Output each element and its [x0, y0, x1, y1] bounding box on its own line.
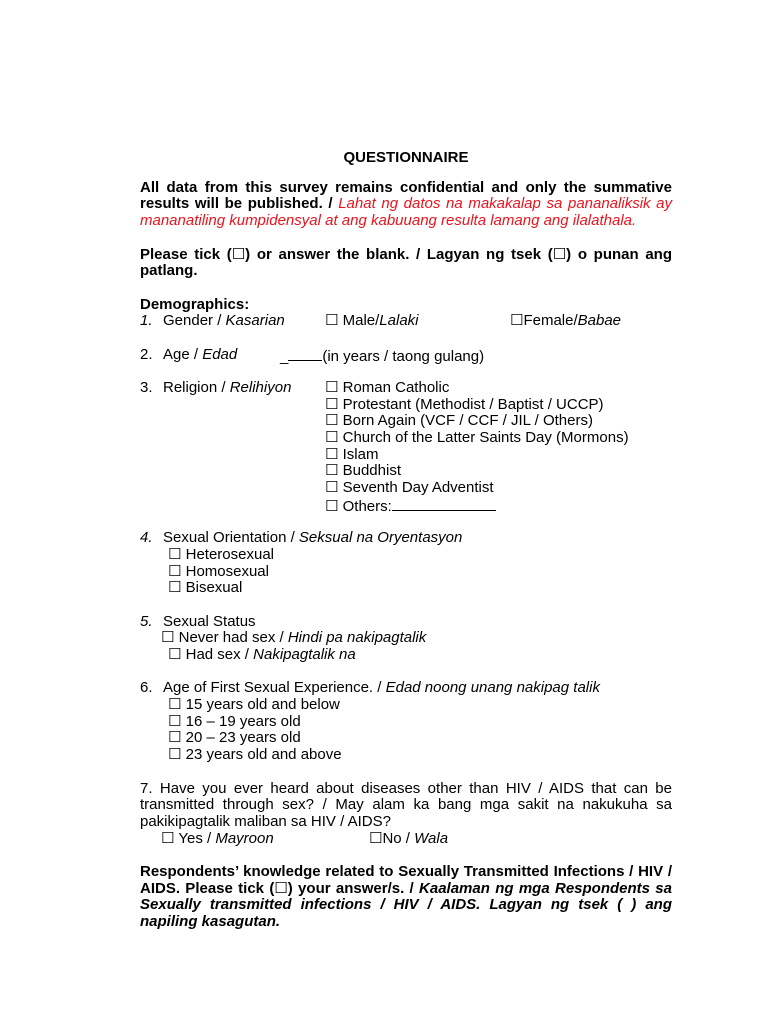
question-age	[140, 347, 672, 364]
religion-option[interactable]: ☐ Church of the Latter Saints Day (Mormons)	[325, 429, 629, 447]
question-label: Sexual Orientation / Seksual na Oryentasyon	[163, 529, 463, 547]
page-title: QUESTIONNAIRE	[343, 149, 469, 166]
question-sexual-status	[140, 614, 672, 631]
gender-male-option[interactable]: ☐ Male/Lalaki	[325, 312, 419, 330]
orientation-option[interactable]: ☐ Homosexual	[168, 562, 269, 580]
q7-no-option[interactable]: ☐No / Wala	[369, 829, 449, 847]
confidentiality-notice	[140, 180, 672, 230]
question-number: 1.	[140, 312, 153, 330]
status-never-option[interactable]: ☐ Never had sex / Hindi pa nakipagtalik	[161, 629, 427, 647]
religion-option[interactable]: ☐ Roman Catholic	[325, 379, 450, 397]
gender-female-option[interactable]: ☐Female/Babae	[510, 312, 622, 330]
orientation-option[interactable]: ☐ Heterosexual	[168, 545, 274, 563]
question-sexual-orientation	[140, 530, 672, 547]
question-first-experience	[140, 680, 672, 697]
instruction-text: Please tick (☐) or answer the blank. / Lagyan ng tsek (☐) o punan ang patlang.	[140, 245, 672, 280]
question-number: 3.	[140, 379, 153, 397]
religion-option[interactable]: ☐ Born Again (VCF / CCF / JIL / Others)	[325, 412, 593, 430]
demographics-heading: Demographics:	[140, 295, 250, 313]
religion-option[interactable]: ☐ Protestant (Methodist / Baptist / UCCP)	[325, 395, 604, 413]
question-religion	[140, 380, 672, 397]
confidentiality-tagalog: Lahat ng datos na makakalap sa pananaliksik ay mananatiling kumpidensyal at ang kabuuang resulta lamang ang ilalathala.	[140, 195, 672, 230]
question-number: 4.	[140, 529, 153, 547]
q7-options	[140, 831, 672, 848]
question-label: Religion / Relihiyon	[163, 379, 292, 397]
religion-option[interactable]: ☐ Islam	[325, 445, 379, 463]
age-range-option[interactable]: ☐ 16 – 19 years old	[168, 712, 301, 730]
orientation-option[interactable]: ☐ Bisexual	[168, 579, 243, 597]
age-blank[interactable]: _ (in years / taong gulang)	[280, 347, 485, 365]
question-other-diseases: 7. Have you ever heard about diseases other than HIV / AIDS that can be transmitted through sex? / May alam ka bang mga sakit na nakukuha sa pakikipagtalik maliban sa HIV / AIDS?	[140, 779, 672, 830]
religion-others-option[interactable]: ☐ Others:	[325, 497, 496, 516]
religion-option[interactable]: ☐ Buddhist	[325, 462, 401, 480]
question-number: 2.	[140, 345, 153, 363]
question-label: Age / Edad	[163, 345, 238, 363]
questionnaire-page	[140, 150, 672, 931]
question-label: Gender / Kasarian	[163, 312, 285, 330]
question-label: Sexual Status	[163, 612, 256, 630]
q7-yes-option[interactable]: ☐ Yes / Mayroon	[161, 829, 274, 847]
confidentiality-english: All data from this survey remains confidential and only the summative results will be published. /	[140, 178, 672, 213]
question-number: 5.	[140, 612, 153, 630]
age-range-option[interactable]: ☐ 23 years old and above	[168, 746, 342, 764]
knowledge-section-heading: Respondents’ knowledge related to Sexually Transmitted Infections / HIV / AIDS. Please tick (☐) your answer/s. / Kaalaman ng mga Respondents sa Sexually transmitted infections / HIV / AIDS. Lagyan ng tsek ( ) ang napiling kasagutan.	[140, 863, 672, 931]
question-number: 6.	[140, 679, 153, 697]
status-had-sex-option[interactable]: ☐ Had sex / Nakipagtalik na	[168, 646, 356, 664]
religion-option[interactable]: ☐ Seventh Day Adventist	[325, 479, 494, 497]
age-range-option[interactable]: ☐ 20 – 23 years old	[168, 729, 301, 747]
question-label: Age of First Sexual Experience. / Edad noong unang nakipag talik	[163, 679, 600, 697]
age-range-option[interactable]: ☐ 15 years old and below	[168, 696, 340, 714]
question-gender	[140, 313, 672, 330]
